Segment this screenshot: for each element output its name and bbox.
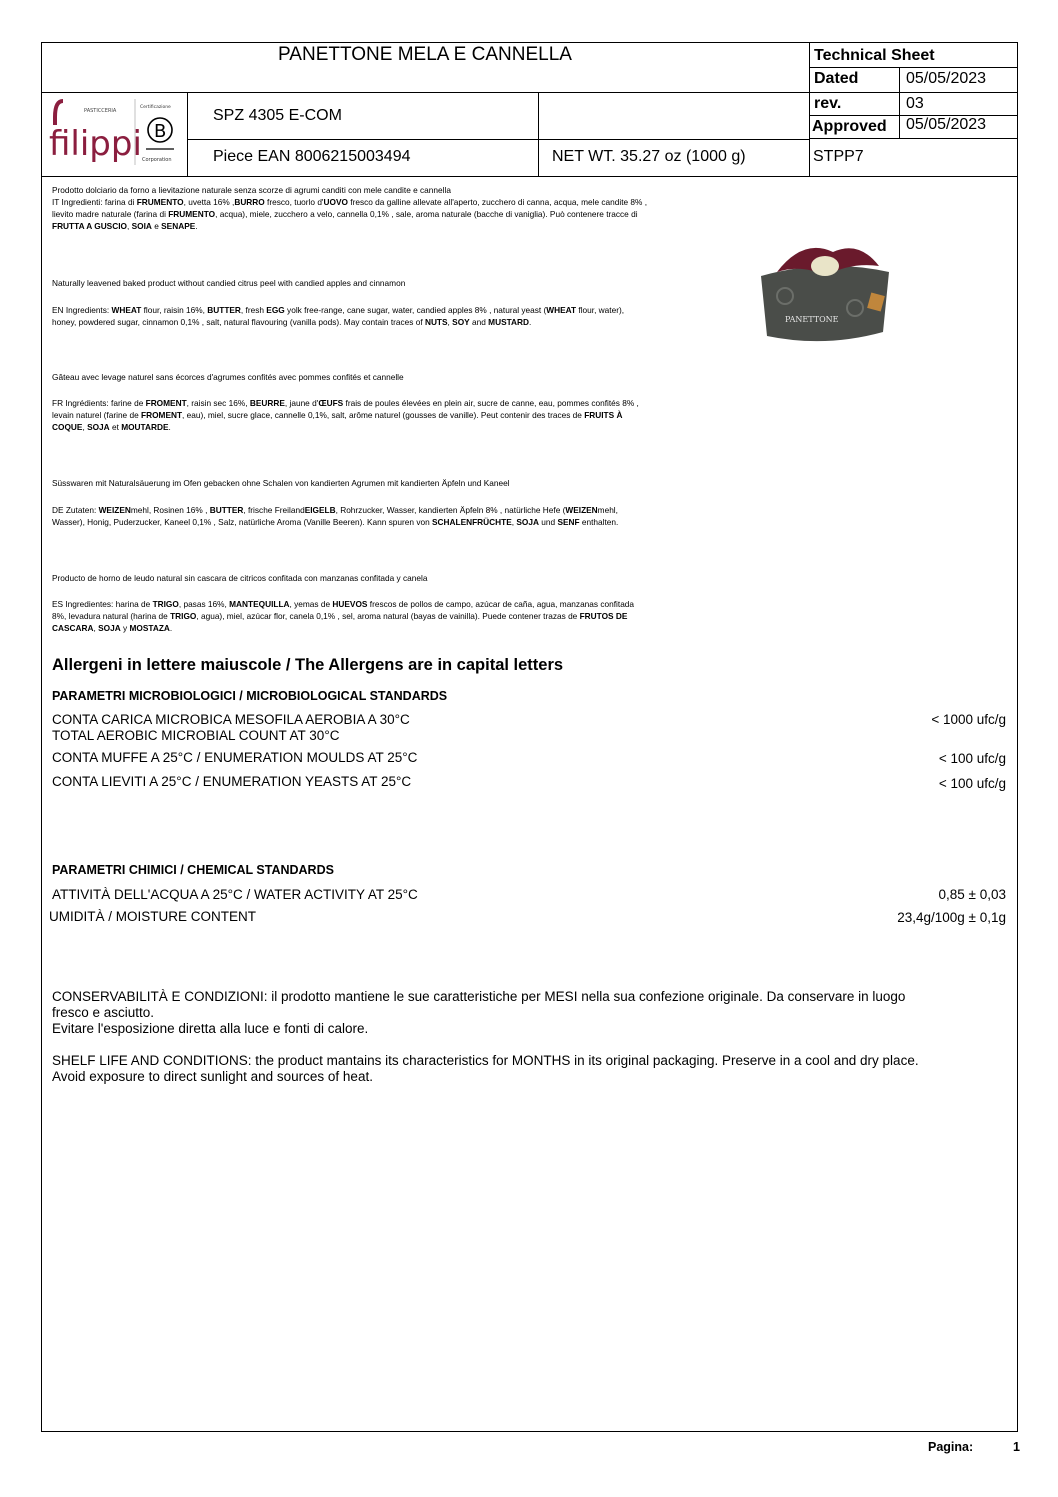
header-divider <box>538 92 539 176</box>
header-divider <box>187 139 809 140</box>
fr-ingredients: FR Ingrédients: farine de FROMENT, raisin sec 16%, BEURRE, jaune d'ŒUFS frais de poules élevées en plein air, sucre de canne, eau, pommes confités 8% , levain naturel (farine de FROMENT, eau), miel, sucre glace, cannelle 0,1%, salt, arôme naturel (gousses de vanille). Peut contenir des traces de FRUITS À COQUE, SOJA et MOUTARDE. <box>52 398 639 432</box>
en-description: Naturally leavened baked product without candied citrus peel with candied apples and cinnamon <box>52 278 406 288</box>
micro-row-label: CONTA LIEVITI A 25°C / ENUMERATION YEASTS AT 25°C <box>52 774 412 789</box>
header-divider <box>899 67 900 138</box>
bcorp-bottom-text: Corporation <box>142 157 172 163</box>
fr-description: Gâteau avec levage naturel sans écorces d'agrumes confités avec pommes confités et cannelle <box>52 372 404 382</box>
it-description: Prodotto dolciario da forno a lievitazione naturale senza scorze di agrumi canditi con mele candite e cannella <box>52 185 451 195</box>
net-weight: NET WT. 35.27 oz (1000 g) <box>552 148 746 165</box>
header-divider <box>187 92 188 176</box>
company-logo <box>46 95 182 171</box>
conditions-it-line: fresco e asciutto. <box>52 1005 155 1020</box>
rev-value: 03 <box>906 95 924 112</box>
conditions-en-line: Avoid exposure to direct sunlight and sources of heat. <box>52 1069 373 1084</box>
technical-sheet-label: Technical Sheet <box>814 47 935 64</box>
es-ingredients: ES Ingredientes: harina de TRIGO, pasas 16%, MANTEQUILLA, yemas de HUEVOS frescos de pollos de campo, azúcar de caña, agua, manzanas confitada 8%, levadura natural (harina de TRIGO, agua), miel, azúcar flor, canela 0,1% , sel, aroma natural (bayas de vainilla). Puede contener trazas de FRUTOS DE CASCARA, SOJA y MOSTAZA. <box>52 599 635 633</box>
micro-row-value: < 100 ufc/g <box>938 751 1006 766</box>
micro-row-value: < 100 ufc/g <box>938 776 1006 791</box>
package-seal <box>811 256 839 276</box>
conditions-en-line: SHELF LIFE AND CONDITIONS: the product mantains its characteristics for MONTHS in its original packaging. Preserve in a cool and dry place. <box>52 1053 919 1068</box>
approved-value: 05/05/2023 <box>906 116 987 133</box>
brand-tagline: PASTICCERIA <box>84 108 117 114</box>
chem-row-label: UMIDITÀ / MOISTURE CONTENT <box>49 909 256 924</box>
page-number: 1 <box>1013 1440 1020 1454</box>
header-divider <box>41 176 1018 177</box>
chem-row-value: 23,4g/100g ± 0,1g <box>897 910 1006 925</box>
header-divider <box>809 42 810 176</box>
de-description: Süsswaren mit Naturalsäuerung im Ofen gebacken ohne Schalen von kandierten Agrumen mit kandierten Äpfeln und Kaneel <box>52 478 510 488</box>
dated-label: Dated <box>814 70 859 87</box>
micro-row-label: TOTAL AEROBIC MICROBIAL COUNT AT 30°C <box>52 728 340 743</box>
es-description: Producto de horno de leudo natural sin cascara de citricos confitada con manzanas confitada y canela <box>52 573 428 583</box>
micro-row-label: CONTA CARICA MICROBICA MESOFILA AEROBIA A 30°C <box>52 712 410 727</box>
micro-row-label: CONTA MUFFE A 25°C / ENUMERATION MOULDS AT 25°C <box>52 750 418 765</box>
page-label: Pagina: <box>928 1440 974 1454</box>
panettone-package-image <box>755 236 895 348</box>
micro-row-value: < 1000 ufc/g <box>931 712 1006 727</box>
product-code: SPZ 4305 E-COM <box>213 107 342 124</box>
conditions-it-line: Evitare l'esposizione diretta alla luce e fonti di calore. <box>52 1021 369 1036</box>
piece-ean: Piece EAN 8006215003494 <box>213 148 411 165</box>
brand-swirl <box>55 101 63 125</box>
bcorp-letter: B <box>154 121 167 142</box>
micro-section-title: PARAMETRI MICROBIOLOGICI / MICROBIOLOGICAL STANDARDS <box>52 689 448 703</box>
chem-section-title: PARAMETRI CHIMICI / CHEMICAL STANDARDS <box>52 863 334 877</box>
chem-row-label: ATTIVITÀ DELL'ACQUA A 25°C / WATER ACTIVITY AT 25°C <box>52 887 418 902</box>
product-title: PANETTONE MELA E CANNELLA <box>278 44 572 65</box>
filippi-logo-mark <box>46 95 182 171</box>
chem-row-value: 0,85 ± 0,03 <box>938 887 1006 902</box>
approved-label: Approved <box>812 118 887 135</box>
en-ingredients: EN Ingredients: WHEAT flour, raisin 16%, BUTTER, fresh EGG yolk free-range, cane sugar, water, candied apples 8% , natural yeast (WHEAT flour, water), honey, powdered sugar, cinnamon 0,1% , salt, natural flavouring (vanilla pods). May contain traces of NUTS, SOY and MUSTARD. <box>52 305 625 327</box>
header-divider <box>809 138 1018 139</box>
product-image <box>755 236 895 348</box>
brand-wordmark: filippi <box>49 124 142 164</box>
stpp-code: STPP7 <box>813 148 864 165</box>
package-label: PANETTONE <box>785 315 839 324</box>
bcorp-top-text: Certificazione <box>140 105 171 110</box>
rev-label: rev. <box>814 95 842 112</box>
conditions-it-line: CONSERVABILITÀ E CONDIZIONI: il prodotto mantiene le sue caratteristiche per MESI nella sua confezione originale. Da conservare in luogo <box>52 989 906 1004</box>
allergen-note: Allergeni in lettere maiuscole / The Allergens are in capital letters <box>52 656 564 674</box>
de-ingredients: DE Zutaten: WEIZENmehl, Rosinen 16% , BUTTER, frische FreilandEIGELB, Rohrzucker, Wasser, kandierten Äpfeln 8% , natürliche Hefe (WEIZENmehl, Wasser), Honig, Puderzucker, Kaneel 0,1% , Salz, natürliche Aroma (Vanille Beeren). Kann spuren von SCHALENFRÜCHTE, SOJA und SENF enthalten. <box>52 505 619 527</box>
dated-value: 05/05/2023 <box>906 70 987 87</box>
header-divider <box>809 67 1018 68</box>
it-ingredients: IT Ingredienti: farina di FRUMENTO, uvetta 16% ,BURRO fresco, tuorlo d'UOVO fresco da galline allevate all'aperto, zucchero di canna, acqua, mele candite 8% , lievito madre naturale (farina di FRUMENTO, acqua), miele, zucchero a velo, cannella 0,1% , sale, aroma naturale (bacche di vaniglia). Può contenere tracce di FRUTTA A GUSCIO, SOIA e SENAPE. <box>52 197 648 231</box>
